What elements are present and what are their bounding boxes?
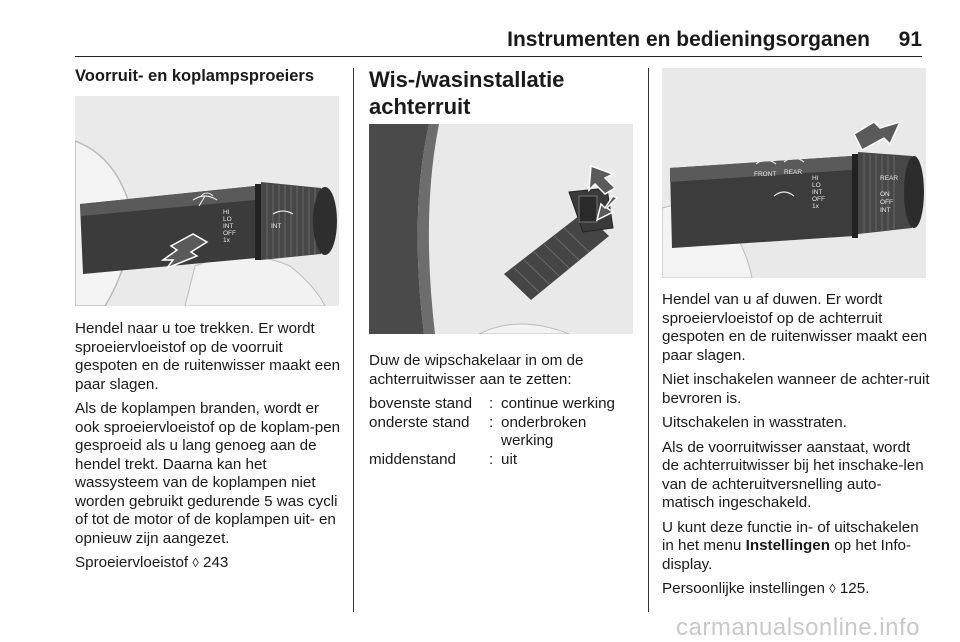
running-header-title: Instrumenten en bedieningsorganen <box>507 28 870 51</box>
paragraph-settings <box>662 519 930 575</box>
reference-arrow-icon: ◊ <box>829 581 836 596</box>
scale-label-lo: LO <box>812 182 821 189</box>
reference-text: Sproeiervloeistof <box>75 554 189 571</box>
paragraph: Uitschakelen in wasstraten. <box>662 414 847 431</box>
position-name: onderste stand <box>369 413 470 431</box>
table-row <box>369 414 639 451</box>
separator: : <box>489 450 494 468</box>
table-row <box>369 451 639 470</box>
heading-line: achterruit <box>369 94 471 119</box>
scale-label-int: INT <box>223 223 234 230</box>
position-value: continue werking <box>501 395 615 412</box>
ring-label-int: INT <box>880 207 891 214</box>
scale-label-hi: HI <box>223 209 230 216</box>
scale-label-1x: 1x <box>223 237 230 244</box>
ring-label-off: OFF <box>880 199 893 206</box>
reference-page: 125. <box>839 580 870 597</box>
paragraph: Hendel van u af duwen. Er wordt sproeiervloeistof op de achterruit gespoten en de ruitenwisser maakt een paar slagen. <box>662 291 928 364</box>
paragraph: Als de koplampen branden, wordt er ook sproeiervloeistof op de koplam-pen gesproeid als u lang genoeg aan de hendel trekt. Daarna kan het wassysteem van de koplampen niet worden gebruikt gedurende 5 was cycli of tot de motor of de koplampen uit- en opnieuw zijn aangezet. <box>75 400 341 547</box>
rocker-switch-illustration <box>369 124 633 334</box>
watermark: carmanualsonline.info <box>676 614 920 641</box>
scale-label-1x: 1x <box>812 203 819 210</box>
text-span: U kunt deze functie in- of uitschakelen in het menu <box>662 518 919 554</box>
page-number: 91 <box>898 28 922 51</box>
position-name: middenstand <box>369 450 456 468</box>
ring-label-on: ON <box>880 191 890 198</box>
reference-arrow-icon: ◊ <box>192 555 199 570</box>
right-body-text <box>662 291 930 605</box>
position-value: onderbroken werking <box>501 413 587 449</box>
middle-body-text <box>369 352 639 469</box>
column-divider-right <box>648 68 649 612</box>
section-heading-washer: Voorruit- en koplampsproeiers <box>75 67 314 85</box>
rear-label: REAR <box>784 169 803 176</box>
scale-label-int: INT <box>812 189 823 196</box>
paragraph: Als de voorruitwisser aanstaat, wordt de achterruitwisser bij het inschake-len van de achteruitversnelling auto-matisch ingeschakeld. <box>662 438 924 511</box>
paragraph: Niet inschakelen wanneer de achter-ruit bevroren is. <box>662 371 930 407</box>
position-value: uit <box>501 450 518 468</box>
stalk-pull-illustration <box>75 96 339 306</box>
intro-paragraph: Duw de wipschakelaar in om de achterruitwisser aan te zetten: <box>369 352 584 388</box>
front-label: FRONT <box>754 171 777 178</box>
left-body-text <box>75 320 341 579</box>
separator: : <box>489 413 494 431</box>
scale-label-hi: HI <box>812 175 819 182</box>
reference-page: 243 <box>203 554 229 571</box>
ring-label-int: INT <box>271 223 282 230</box>
column-divider-left <box>353 68 354 612</box>
ring-label-rear: REAR <box>880 175 899 182</box>
switch-position-table <box>369 395 639 469</box>
cross-reference <box>75 554 341 573</box>
menu-name-instellingen: Instellingen <box>745 537 830 554</box>
separator: : <box>489 395 494 412</box>
header-rule <box>75 56 922 57</box>
cross-reference <box>662 580 930 599</box>
stalk-push-illustration <box>662 68 926 278</box>
position-name: bovenste stand <box>369 395 473 412</box>
section-heading-rear-wiper <box>369 66 639 120</box>
paragraph: Hendel naar u toe trekken. Er wordt sproeiervloeistof op de voorruit gespoten en de ruitenwisser maakt een paar slagen. <box>75 320 341 393</box>
scale-label-lo: LO <box>223 216 232 223</box>
heading-line: Wis-/wasinstallatie <box>369 67 565 92</box>
reference-text: Persoonlijke instellingen <box>662 580 825 597</box>
text-span: op het Info-display. <box>662 537 912 573</box>
table-row <box>369 395 639 414</box>
scale-label-off: OFF <box>812 196 825 203</box>
scale-label-off: OFF <box>223 230 236 237</box>
